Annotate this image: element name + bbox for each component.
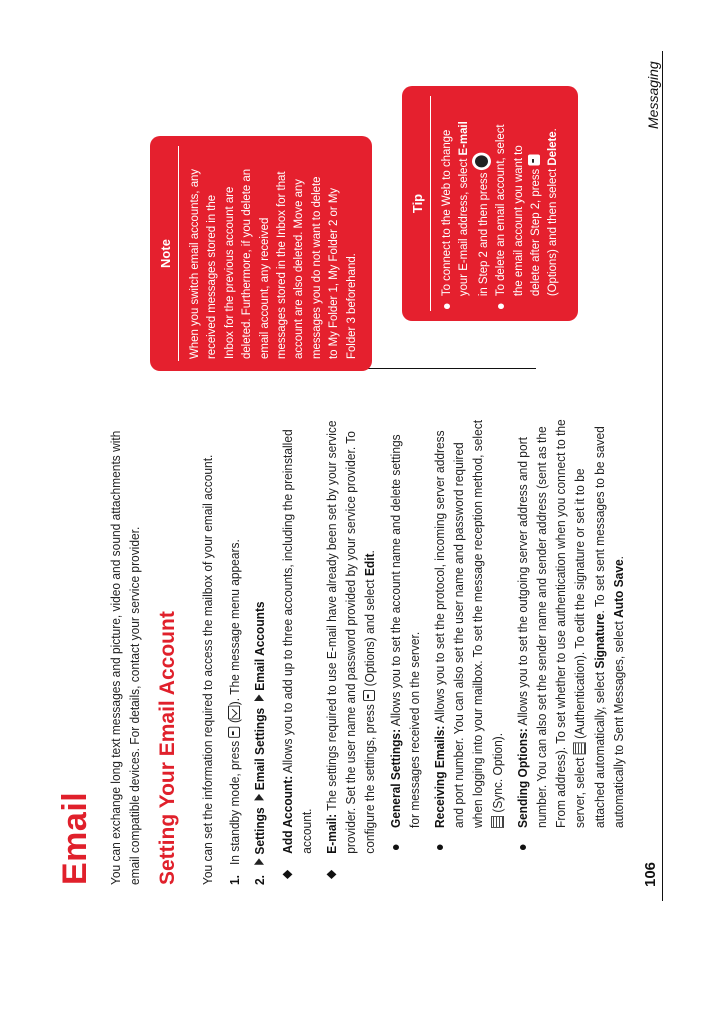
intro-line: email compatible devices. For details, contact your service provider. — [127, 526, 143, 885]
tip-box — [402, 86, 578, 321]
tip-rule — [430, 96, 431, 311]
note-text: When you switch email accounts, any received messages stored in the Inbox for the previous account are deleted. Furthermore, if you delete an email account, any received messages stored in the Inbox for that account are also deleted. Move any messages you do not want to delete to My Folder 1, My Folder 2 or My Folder 3 beforehand. — [187, 168, 358, 359]
tip-title: Tip — [410, 193, 425, 214]
center-key-icon — [473, 154, 490, 170]
diamond-bullet-icon — [327, 870, 337, 879]
diamond-bullet-icon — [282, 870, 292, 879]
tip-item: To connect to the Web to change your E-mail address, select E-mail in Step 2 and then press — [438, 88, 492, 309]
bullet-icon — [393, 845, 399, 851]
footer-rule — [662, 51, 663, 901]
email-item: E-mail: The settings required to use E-mail have already been set by your service provider. Set the user name and password provided by your service provider. To configure the settings, press (Options) and select Edit. — [322, 278, 380, 885]
tip-text — [438, 88, 562, 309]
soft-key-icon — [528, 155, 540, 166]
page-number: 106 — [642, 861, 659, 887]
add-account-item: Add Account: Allows you to add up to three accounts, including the preinstalled account. — [278, 278, 316, 885]
bullet-icon — [437, 845, 443, 851]
arrow-right-icon — [254, 694, 264, 700]
step-1: 1. In standby mode, press (). The message menu appears. — [227, 539, 243, 885]
step-2: 2. Settings Email Settings Email Accounts — [252, 601, 268, 885]
bullet-icon — [520, 845, 526, 851]
section-name: Messaging — [645, 61, 661, 129]
arrow-right-icon — [254, 858, 264, 864]
note-title: Note — [158, 239, 173, 268]
soft-key-icon — [363, 690, 375, 701]
setup-intro: You can set the information required to access the mailbox of your email account. — [200, 454, 215, 885]
arrow-right-icon — [254, 794, 264, 800]
intro-line: You can exchange long text messages and picture, video and sound attachments with — [108, 430, 123, 885]
receiving-emails-item: Receiving Emails: Allows you to set the protocol, incoming server address and port number. You can also set the user name and password required when logging into your mailbox. To set the message reception method, select (Sync. Option). — [430, 278, 507, 885]
bullet-icon — [498, 303, 504, 309]
note-box — [150, 136, 372, 371]
page-title: Email — [56, 791, 94, 885]
sync-icon — [491, 816, 504, 828]
section-subtitle: Setting Your Email Account — [156, 611, 179, 885]
auth-icon — [573, 742, 586, 754]
sending-options-item: Sending Options: Allows you to set the outgoing server address and port number. You can also set the sender name and sender address (sent as the From address). To set whether to use authentication when you connect to the server, select (Authentication). To edit the signature or set it to be attached automatically, select Signature. To set sent messages to be saved automatically to Sent Messages, select Auto Save. — [513, 278, 628, 885]
note-rule — [178, 146, 179, 361]
soft-key-icon — [228, 726, 240, 737]
envelope-icon — [228, 705, 240, 719]
divider — [366, 368, 536, 369]
tip-item: To delete an email account, select the email account you want to delete after Step 2, press (Options) and then select Delete. — [492, 88, 562, 309]
bullet-icon — [444, 303, 450, 309]
general-settings-item: General Settings: Allows you to set the account name and delete settings for messages received on the server. — [386, 278, 424, 885]
intro-text — [106, 407, 144, 885]
